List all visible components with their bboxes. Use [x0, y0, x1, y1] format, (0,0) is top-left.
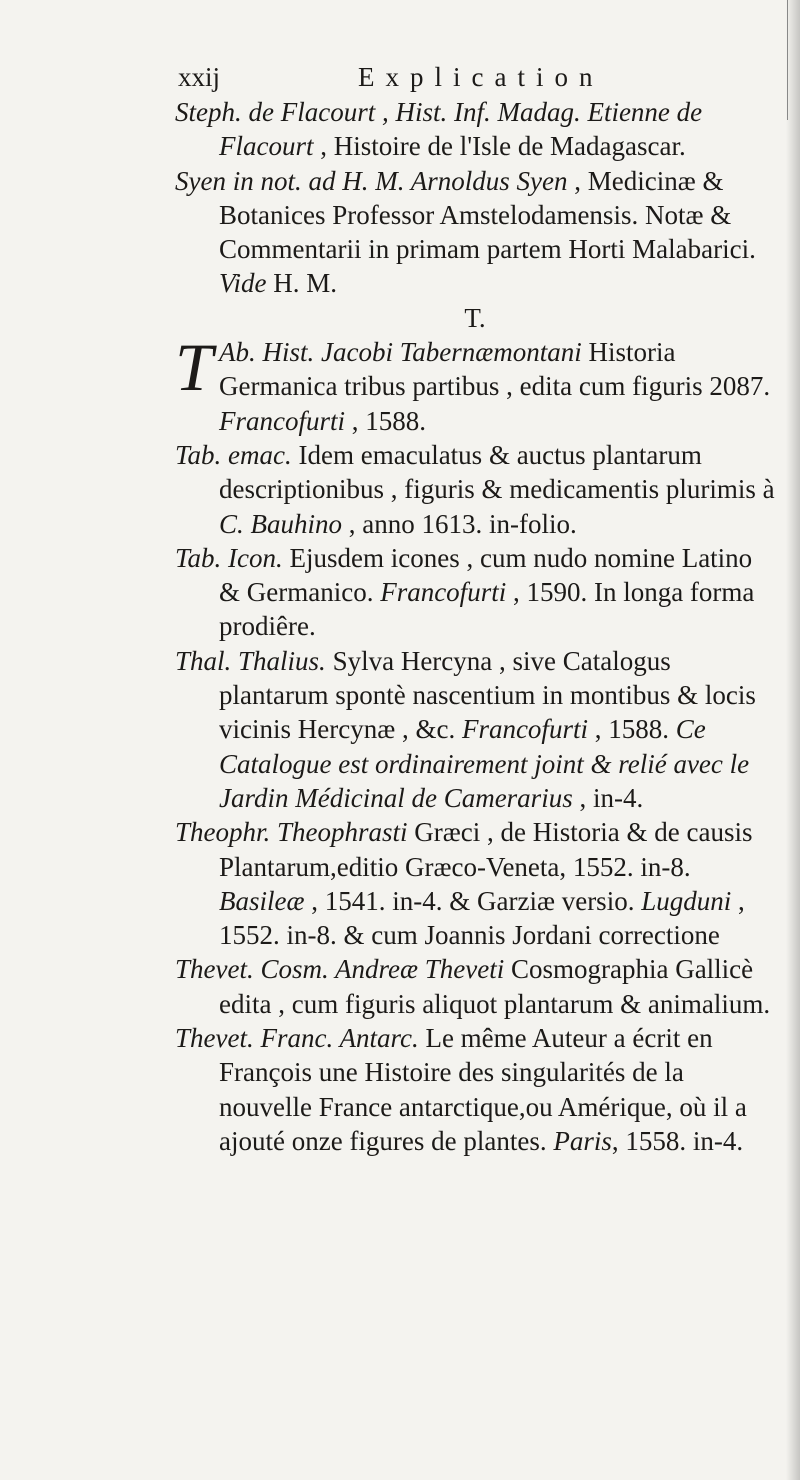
entry-text: C. Bauhino: [219, 508, 343, 539]
entries-before-group: [175, 95, 775, 301]
entry-abbreviation: Thevet. Franc. Antarc.: [175, 1023, 426, 1054]
dictionary-entry: [175, 815, 775, 952]
entry-text: Idem emaculatus & auctus plantarum descriptionibus , figuris & medicamentis plurimis à: [219, 439, 775, 505]
entry-abbreviation: Ab. Hist.: [219, 337, 322, 368]
entry-text: Sylva Hercyna , sive Catalogus plantarum spontè nascentium in montibus & locis vicinis Hercynæ , &c.: [219, 645, 756, 745]
entry-abbreviation: Thevet. Cosm.: [175, 954, 335, 985]
entry-text: Historia Germanica tribus partibus , edita cum figuris 2087.: [219, 337, 771, 402]
entry-text: Cosmographia Gallicè edita , cum figuris aliquot plantarum & animalium.: [219, 954, 771, 1019]
entry-abbreviation: Tab. Icon.: [175, 542, 290, 573]
entry-text: , anno 1613. in-folio.: [342, 508, 577, 539]
entry-text: Francofurti: [461, 714, 588, 745]
entry-text: Paris: [553, 1125, 612, 1156]
page-number: xxij: [178, 62, 221, 92]
dictionary-entry: [175, 95, 775, 164]
entry-text: Vide: [219, 268, 267, 299]
dictionary-entry: [175, 1021, 775, 1158]
entry-abbreviation: Syen in not. ad H. M.: [175, 165, 411, 196]
entry-text: Le même Auteur a écrit en François une Histoire des singularités de la nouvelle France antarctique,ou Amérique, où il a ajouté onze figures de plantes.: [219, 1023, 747, 1156]
entry-text: , Histoire de l'Isle de Madagascar.: [313, 131, 686, 162]
dictionary-entry: [175, 952, 775, 1021]
letter-heading: T.: [464, 302, 486, 333]
entry-text: Etienne de Flacourt: [219, 97, 703, 162]
entry-text: , in-4.: [572, 782, 644, 813]
entry-text: Andreæ Theveti: [335, 954, 505, 985]
entry-text: H. M.: [266, 268, 337, 299]
entry-text: Jacobi Tabernæmontani: [321, 337, 582, 368]
entry-text: Theophrasti: [277, 817, 408, 848]
entry-abbreviation: Theophr.: [175, 817, 278, 848]
entry-text: , 1588.: [587, 714, 676, 745]
drop-entry-group: [175, 329, 775, 438]
entry-text: , 1552. in-8. & cum Joannis Jordani correctione: [219, 885, 745, 951]
entry-text: Ejusdem icones , cum nudo nomine Latino & Germanico.: [219, 542, 753, 608]
entry-text: , 1541. in-4. & Garziæ versio.: [304, 885, 642, 916]
page-edge-shadow: [786, 0, 800, 1480]
dictionary-entry: [175, 329, 775, 438]
entry-text: Arnoldus Syen: [410, 165, 568, 196]
entry-text: Lugduni: [641, 885, 732, 916]
entry-text: , 1558. in-4.: [611, 1125, 744, 1156]
entry-text: , 1590. In longa forma prodiêre.: [219, 577, 755, 642]
entry-text: Ce Catalogue est ordinairement joint & relié avec le Jardin Médicinal de Camerarius: [219, 714, 750, 813]
entry-text: Basileæ: [219, 885, 305, 916]
entry-text: Thalius.: [238, 645, 326, 676]
drop-capital: T: [175, 329, 213, 406]
entries-after-group: [175, 438, 775, 1158]
dictionary-entry: [175, 164, 775, 301]
entry-abbreviation: Tab. emac.: [175, 439, 299, 470]
entry-abbreviation: Thal.: [175, 645, 239, 676]
dictionary-entry: [175, 541, 775, 644]
entry-abbreviation: Steph. de Flacourt , Hist. Inf. Madag.: [175, 97, 588, 127]
entry-text: Francofurti: [380, 577, 507, 608]
entries-list: [175, 95, 775, 1158]
page-edge-line: [787, 0, 788, 120]
dictionary-entry: [175, 644, 775, 815]
entry-text: , 1588.: [345, 405, 426, 436]
section-title: Explication: [358, 62, 604, 92]
entry-text: Francofurti: [219, 405, 345, 436]
entry-text: Græci , de Historia & de causis Plantarum,editio Græco-Veneta, 1552. in-8.: [219, 817, 753, 882]
entry-text: , Medicinæ & Botanices Professor Amstelodamensis. Notæ & Commentarii in primam partem Horti Malabarici.: [219, 165, 756, 265]
dictionary-entry: [175, 438, 775, 541]
running-head: [178, 62, 698, 98]
